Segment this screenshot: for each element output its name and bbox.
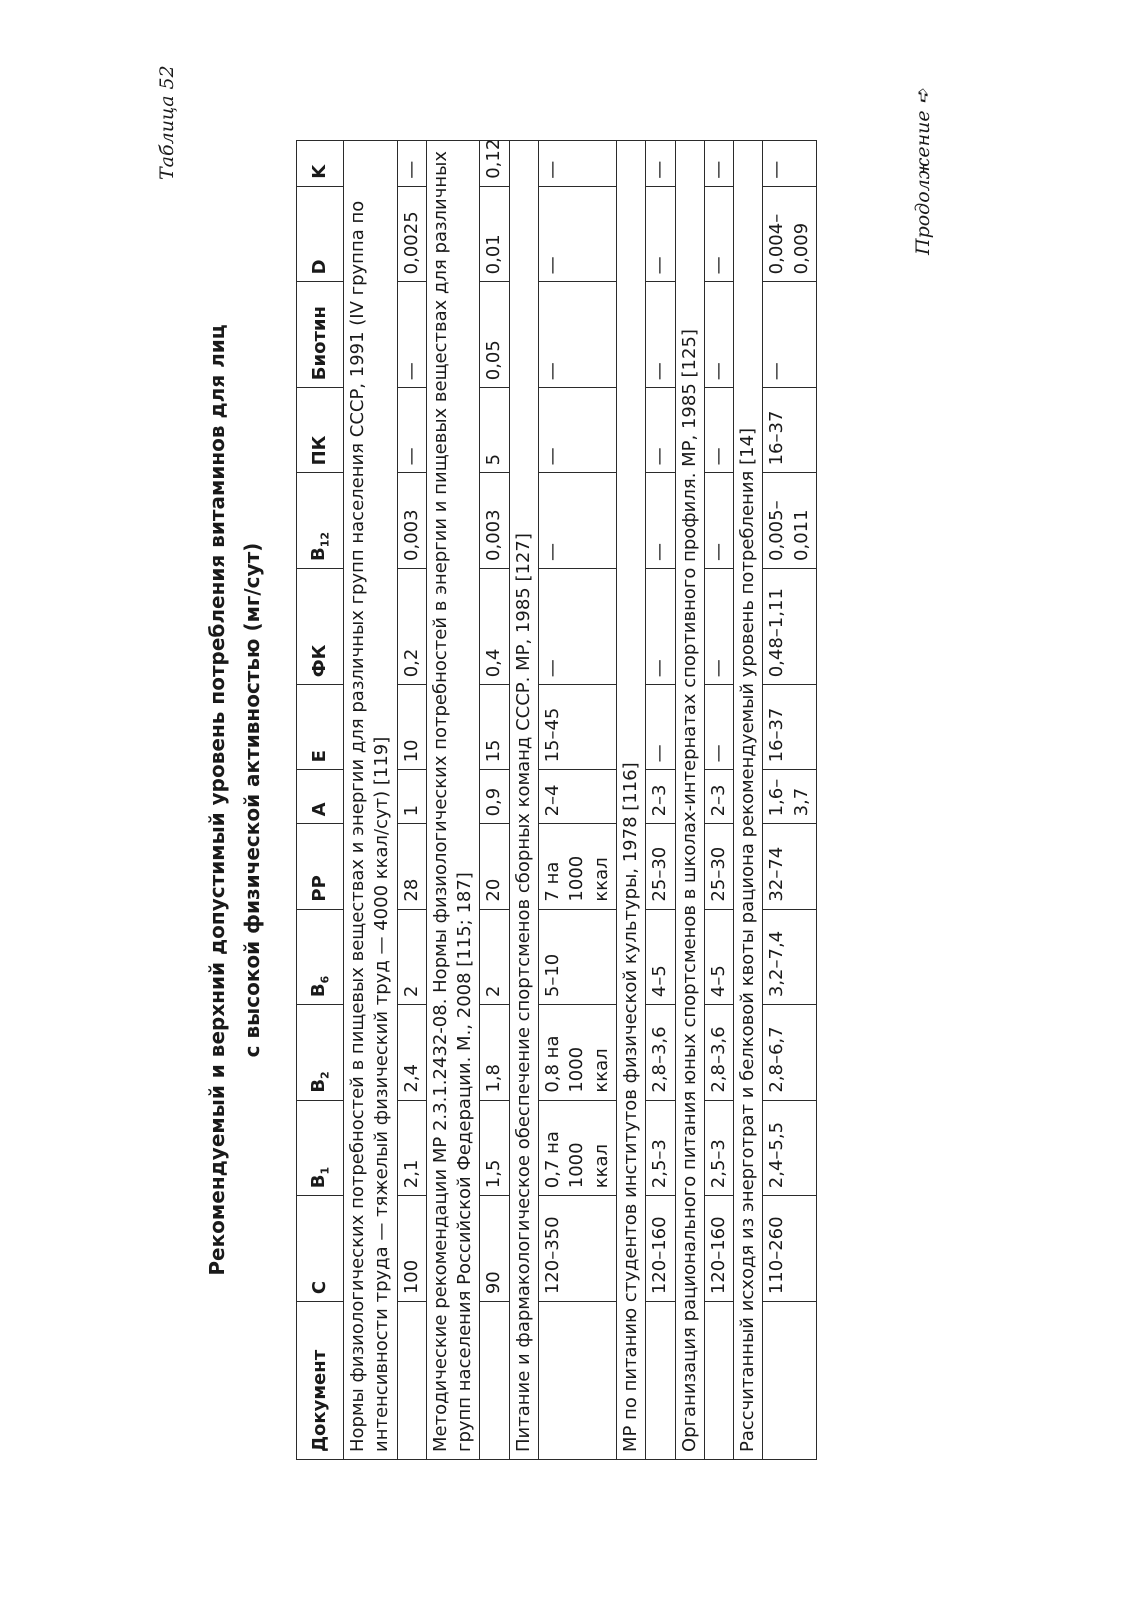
value-cell: 2,1 bbox=[397, 1100, 426, 1196]
section-title: Рассчитанный исходя из энерготрат и белковой квоты рациона рекомендуемый уровень потребления [14] bbox=[734, 141, 763, 1460]
value-cell: 25–30 bbox=[704, 824, 733, 909]
value-cell: 2 bbox=[480, 909, 509, 1005]
value-cell: 120–160 bbox=[646, 1196, 675, 1302]
value-cell: — bbox=[397, 388, 426, 473]
value-cell: — bbox=[397, 141, 426, 187]
value-cell: 4–5 bbox=[646, 909, 675, 1005]
value-cell: 5 bbox=[480, 388, 509, 473]
section-title: Методические рекомендации МР 2.3.1.2432-08. Нормы физиологических потребностей в энергии и пищевых веществах для различных групп населения Российской Федерации. М., 2008 [115; 187] bbox=[426, 141, 480, 1460]
value-cell: — bbox=[646, 186, 675, 282]
empty-document-cell bbox=[763, 1302, 817, 1460]
empty-document-cell bbox=[397, 1302, 426, 1460]
col-header-biotin: Биотин bbox=[297, 282, 344, 388]
section-title: Питание и фармакологическое обеспечение спортсменов сборных команд СССР. МР, 1985 [127] bbox=[509, 141, 538, 1460]
value-cell: — bbox=[539, 473, 617, 569]
value-cell: 0,4 bbox=[480, 568, 509, 684]
section-title-row bbox=[734, 141, 763, 1460]
value-cell: 2,4 bbox=[397, 1005, 426, 1101]
table-row bbox=[704, 141, 733, 1460]
value-cell: 15–45 bbox=[539, 685, 617, 770]
value-cell: 0,0025 bbox=[397, 186, 426, 282]
value-cell: — bbox=[646, 141, 675, 187]
value-cell: — bbox=[646, 282, 675, 388]
col-header-pk: ПК bbox=[297, 388, 344, 473]
value-cell: 1,6–3,7 bbox=[763, 770, 817, 824]
section-title-row bbox=[616, 141, 645, 1460]
section-title: Организация рационального питания юных спортсменов в школах-интернатах спортивного профиля. МР, 1985 [125] bbox=[675, 141, 704, 1460]
value-cell: 2,8–6,7 bbox=[763, 1005, 817, 1101]
value-cell: 15 bbox=[480, 685, 509, 770]
col-header-e: E bbox=[297, 685, 344, 770]
value-cell: — bbox=[704, 282, 733, 388]
value-cell: — bbox=[539, 141, 617, 187]
table-body bbox=[344, 138, 817, 1460]
value-cell: 7 на 1000 ккал bbox=[539, 824, 617, 909]
value-cell: 2–3 bbox=[646, 770, 675, 824]
value-cell: 1,5 bbox=[480, 1100, 509, 1196]
value-cell: 5–10 bbox=[539, 909, 617, 1005]
value-cell: 28 bbox=[397, 824, 426, 909]
value-cell: 4–5 bbox=[704, 909, 733, 1005]
section-title-row bbox=[509, 141, 538, 1460]
value-cell: 2–4 bbox=[539, 770, 617, 824]
value-cell: 16–37 bbox=[763, 388, 817, 473]
value-cell: 20 bbox=[480, 824, 509, 909]
section-title-row bbox=[344, 141, 398, 1460]
table-row bbox=[480, 141, 509, 1460]
value-cell: — bbox=[704, 685, 733, 770]
value-cell: 0,004–0,009 bbox=[763, 186, 817, 282]
value-cell: 1 bbox=[397, 770, 426, 824]
table-row bbox=[763, 141, 817, 1460]
value-cell: — bbox=[646, 568, 675, 684]
value-cell: 90 bbox=[480, 1196, 509, 1302]
col-header-pp: PP bbox=[297, 824, 344, 909]
value-cell: 2–3 bbox=[704, 770, 733, 824]
value-cell: — bbox=[704, 473, 733, 569]
section-title-row bbox=[675, 141, 704, 1460]
col-header-b12: $В_{12}$ bbox=[297, 473, 344, 569]
col-header-b2: $В_2$ bbox=[297, 1005, 344, 1101]
value-cell: — bbox=[704, 388, 733, 473]
value-cell: — bbox=[763, 141, 817, 187]
value-cell: 0,005–0,011 bbox=[763, 473, 817, 569]
table-title-line-1: Рекомендуемый и верхний допустимый уровень потребления витаминов для лиц bbox=[205, 324, 229, 1276]
value-cell: 0,05 bbox=[480, 282, 509, 388]
value-cell: — bbox=[646, 388, 675, 473]
table-row bbox=[539, 141, 617, 1460]
col-header-a: A bbox=[297, 770, 344, 824]
vitamins-table bbox=[296, 140, 817, 1460]
value-cell: 3,2–7,4 bbox=[763, 909, 817, 1005]
value-cell: 2,8–3,6 bbox=[646, 1005, 675, 1101]
value-cell: 120–350 bbox=[539, 1196, 617, 1302]
value-cell: 16–37 bbox=[763, 685, 817, 770]
value-cell: 2,5–3 bbox=[704, 1100, 733, 1196]
col-header-d: D bbox=[297, 186, 344, 282]
value-cell: — bbox=[704, 186, 733, 282]
table-row bbox=[646, 141, 675, 1460]
value-cell: 0,2 bbox=[397, 568, 426, 684]
section-title: МР по питанию студентов институтов физической культуры, 1978 [116] bbox=[616, 141, 645, 1460]
table-label: Таблица 52 bbox=[156, 65, 178, 180]
value-cell: 0,7 на 1000 ккал bbox=[539, 1100, 617, 1196]
value-cell: 0,48–1,11 bbox=[763, 568, 817, 684]
value-cell: — bbox=[763, 282, 817, 388]
section-title-row bbox=[426, 141, 480, 1460]
value-cell: 120–160 bbox=[704, 1196, 733, 1302]
section-title: Нормы физиологических потребностей в пищевых веществах и энергии для различных групп населения СССР, 1991 (IV группа по интенсивности труда — тяжелый физический труд — 4000 ккал/сут) [119] bbox=[344, 141, 398, 1460]
value-cell: 2,4–5,5 bbox=[763, 1100, 817, 1196]
value-cell: — bbox=[539, 282, 617, 388]
value-cell: 25–30 bbox=[646, 824, 675, 909]
col-header-k: K bbox=[297, 141, 344, 187]
value-cell: — bbox=[704, 141, 733, 187]
table-title-line-2: с высокой физической активностью (мг/сут) bbox=[240, 542, 264, 1058]
value-cell: — bbox=[539, 388, 617, 473]
value-cell: 0,9 bbox=[480, 770, 509, 824]
empty-document-cell bbox=[480, 1302, 509, 1460]
value-cell: 10 bbox=[397, 685, 426, 770]
value-cell: — bbox=[646, 473, 675, 569]
col-header-document: Документ bbox=[297, 1302, 344, 1460]
value-cell: — bbox=[397, 282, 426, 388]
value-cell: 0,12 bbox=[480, 141, 509, 187]
value-cell: 0,003 bbox=[480, 473, 509, 569]
value-cell: 0,01 bbox=[480, 186, 509, 282]
value-cell: 100 bbox=[397, 1196, 426, 1302]
value-cell: — bbox=[704, 568, 733, 684]
col-header-c: C bbox=[297, 1196, 344, 1302]
continuation-note: Продолжение ➪ bbox=[912, 88, 934, 255]
value-cell: 32–74 bbox=[763, 824, 817, 909]
col-header-b1: $В_1$ bbox=[297, 1100, 344, 1196]
value-cell: 0,003 bbox=[397, 473, 426, 569]
value-cell: — bbox=[539, 568, 617, 684]
col-header-fk: ФК bbox=[297, 568, 344, 684]
value-cell: 2,8–3,6 bbox=[704, 1005, 733, 1101]
col-header-b6: $В_6$ bbox=[297, 909, 344, 1005]
value-cell: — bbox=[646, 685, 675, 770]
empty-document-cell bbox=[704, 1302, 733, 1460]
table-row bbox=[397, 141, 426, 1460]
value-cell: 2,5–3 bbox=[646, 1100, 675, 1196]
empty-document-cell bbox=[646, 1302, 675, 1460]
header-row bbox=[297, 141, 344, 1460]
value-cell: 110–260 bbox=[763, 1196, 817, 1302]
value-cell: 1,8 bbox=[480, 1005, 509, 1101]
value-cell: — bbox=[539, 186, 617, 282]
value-cell: 0,8 на 1000 ккал bbox=[539, 1005, 617, 1101]
value-cell: 2 bbox=[397, 909, 426, 1005]
empty-document-cell bbox=[539, 1302, 617, 1460]
